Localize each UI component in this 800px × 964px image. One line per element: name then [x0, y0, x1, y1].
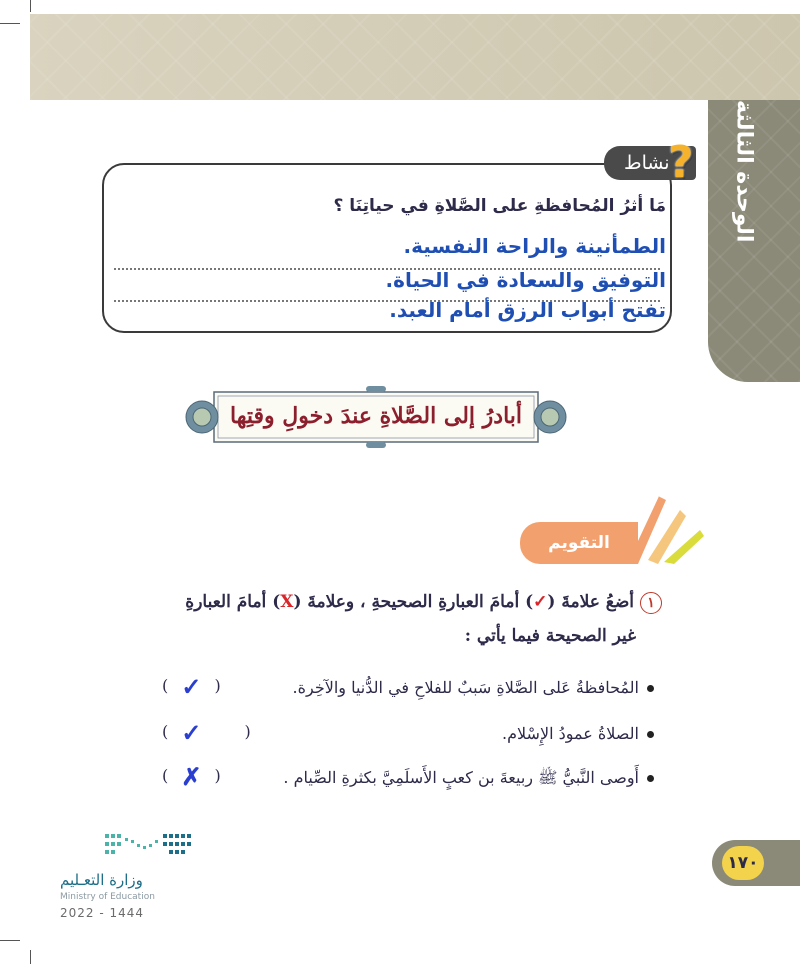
crop-mark: [0, 23, 20, 24]
statement-text: المُحافظةُ عَلى الصَّلاةِ سَببٌ للفلاحِ في الدُّنيا والآخِرة.: [292, 678, 639, 697]
statement-2: [502, 724, 654, 743]
bullet: [647, 775, 654, 782]
evaluation-label: التقويم: [520, 522, 638, 564]
question-mark-icon: ?: [668, 137, 694, 188]
ministry-name-ar: وزارة التعـليم: [60, 871, 143, 889]
page-number: ١٧٠: [722, 846, 764, 880]
header-band: [30, 14, 800, 100]
statement-1: [293, 678, 654, 697]
instruction-part-c: ) أمامَ العبارةِ: [185, 592, 281, 612]
unit-title: الوحدة الثالثة: [731, 99, 757, 243]
activity-answer-1: الطمأنينة والراحة النفسية.: [403, 234, 666, 258]
crop-mark: [0, 940, 20, 941]
instruction-part-a: أضعُ علامةَ (: [547, 592, 634, 612]
x-symbol: X: [280, 592, 294, 612]
crop-mark: [30, 0, 31, 12]
bullet: [647, 731, 654, 738]
banner-text: أبادرُ إلى الصَّلاةِ عندَ دخولِ وقتِها: [229, 403, 523, 429]
crop-mark: [30, 950, 31, 964]
ministry-logo-icon: [103, 830, 195, 864]
answer-mark-3[interactable]: ( ✗ ): [162, 762, 221, 791]
statement-text: أَوصى النَّبيُّ ﷺ ربيعةَ بن كعبٍ الأَسلَمِيَّ بكثرةِ الصِّيام .: [283, 768, 639, 787]
check-mark-icon: ✓: [181, 672, 202, 701]
bullet: [647, 685, 654, 692]
activity-answer-2: التوفيق والسعادة في الحياة.: [385, 268, 666, 292]
statement-text: الصلاةُ عمودُ الإِسْلام.: [502, 724, 639, 743]
activity-label-text: نشاط: [624, 152, 670, 174]
check-mark-icon: ✓: [181, 718, 202, 747]
ministry-year: 2022 - 1444: [60, 906, 145, 920]
exercise-instruction: [185, 592, 662, 614]
check-symbol: ✓: [533, 592, 548, 612]
answer-mark-2[interactable]: ( ✓ ): [162, 718, 251, 747]
ministry-name-en: Ministry of Education: [60, 892, 155, 902]
exercise-instruction-line2: غير الصحيحة فيما يأتي :: [464, 626, 636, 646]
exercise-number: ١: [640, 592, 662, 614]
activity-question: مَا أثرُ المُحافظةِ على الصَّلاةِ في حياتِنَا ؟: [333, 196, 666, 216]
instruction-part-b: ) أمامَ العبارةِ الصحيحةِ ، وعلامةَ (: [293, 592, 534, 612]
x-mark-icon: ✗: [181, 762, 202, 791]
activity-answer-3: تفتح أبواب الرزق أمام العبد.: [389, 298, 666, 322]
answer-mark-1[interactable]: ( ✓ ): [162, 672, 221, 701]
statement-3: [283, 768, 654, 791]
